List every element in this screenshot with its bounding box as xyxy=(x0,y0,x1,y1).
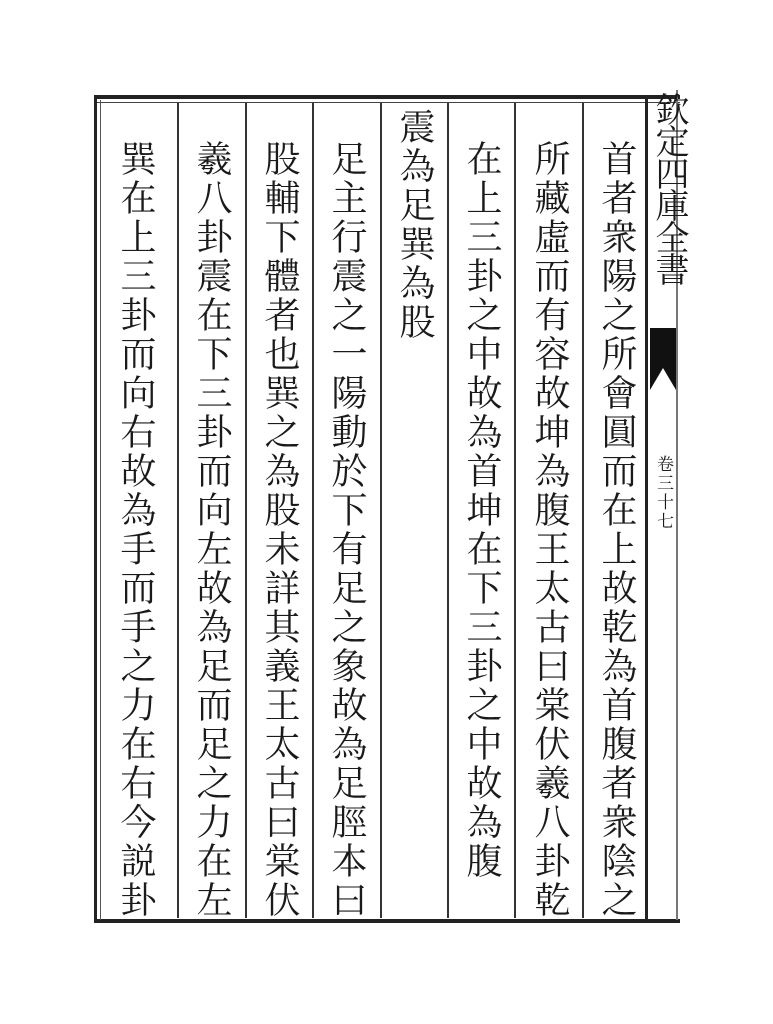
column-rule xyxy=(312,103,314,918)
text-column-8: 巽在上三卦而向右故為手而手之力在右今説卦 xyxy=(115,140,156,920)
frame-top-inner-border xyxy=(94,102,680,103)
text-column-6: 股輔下體者也巽之為股未詳其義王太古曰棠伏 xyxy=(259,140,300,920)
book-title: 欽定四庫全書 xyxy=(649,92,689,284)
fishtail-notch xyxy=(650,368,676,390)
frame-right-border xyxy=(645,95,648,923)
frame-left-inner-border xyxy=(100,100,101,920)
frame-bottom-border xyxy=(94,919,680,923)
frame-top-border xyxy=(94,95,680,99)
volume-label: 卷三十七 xyxy=(653,455,673,531)
text-column-5: 足主行震之一陽動於下有足之象故為足脛本曰 xyxy=(326,140,367,920)
column-rule xyxy=(514,103,516,918)
frame-left-border xyxy=(94,95,97,923)
column-rule xyxy=(245,103,247,918)
text-column-3: 在上三卦之中故為首坤在下三卦之中故為腹 xyxy=(461,140,502,881)
text-column-7: 羲八卦震在下三卦而向左故為足而足之力在左 xyxy=(191,140,232,920)
text-column-1: 首者衆陽之所會圓而在上故乾為首腹者衆陰之 xyxy=(596,140,637,920)
text-column-4-heading: 震為足巽為股 xyxy=(394,108,435,342)
column-rule xyxy=(447,103,449,918)
text-column-2: 所藏虛而有容故坤為腹王太古曰棠伏羲八卦乾 xyxy=(529,140,570,920)
column-rule xyxy=(380,103,382,918)
column-rule xyxy=(177,103,179,918)
column-rule xyxy=(582,103,584,918)
